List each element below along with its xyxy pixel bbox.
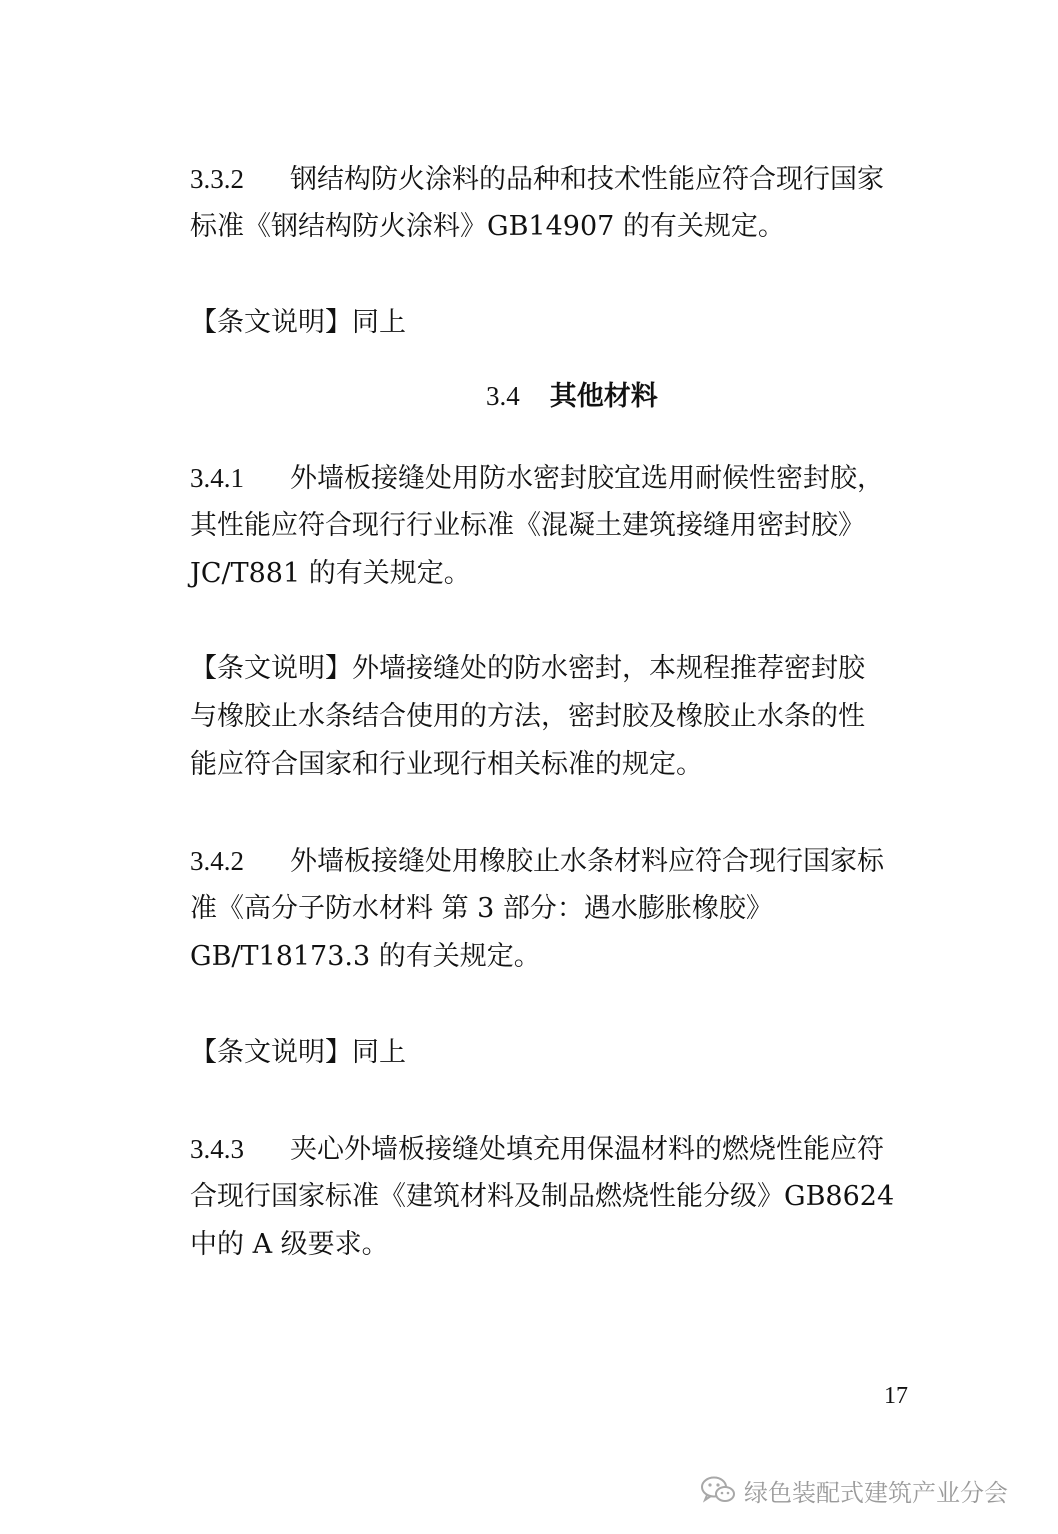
clause-3-4-2-line-3: GB/T18173.3 的有关规定。 — [190, 941, 541, 972]
clause-note-2-line-3: 能应符合国家和行业现行相关标准的规定。 — [190, 749, 703, 780]
clause-3-3-2-line-2: 标准《钢结构防火涂料》GB14907 的有关规定。 — [190, 211, 785, 242]
clause-number: 3.4.3 — [190, 1134, 244, 1164]
clause-3-4-3-line-2: 合现行国家标准《建筑材料及制品燃烧性能分级》GB8624 — [190, 1181, 895, 1212]
section-title: 其他材料 — [549, 381, 658, 412]
clause-note-3: 【条文说明】同上 — [190, 1037, 406, 1068]
clause-note-1: 【条文说明】同上 — [190, 307, 406, 338]
clause-3-3-2-line-1 — [190, 162, 884, 197]
section-heading — [486, 379, 658, 414]
section-number: 3.4 — [486, 381, 520, 411]
clause-3-4-1-line-3: JC/T881 的有关规定。 — [190, 558, 471, 589]
clause-text: 钢结构防火涂料的品种和技术性能应符合现行国家 — [290, 164, 884, 195]
clause-3-4-1-line-2: 其性能应符合现行行业标准《混凝土建筑接缝用密封胶》 — [190, 510, 865, 541]
watermark — [700, 1470, 1008, 1510]
clause-3-4-3-line-3: 中的 A 级要求。 — [190, 1229, 389, 1260]
clause-3-4-2-line-2: 准《高分子防水材料 第 3 部分：遇水膨胀橡胶》 — [190, 893, 773, 924]
wechat-icon — [700, 1475, 736, 1505]
clause-3-4-2-line-1 — [190, 844, 884, 879]
clause-text: 夹心外墙板接缝处填充用保温材料的燃烧性能应符 — [290, 1134, 884, 1165]
clause-3-4-1-line-1 — [190, 461, 884, 496]
clause-number: 3.4.1 — [190, 463, 244, 493]
clause-number: 3.4.2 — [190, 846, 244, 876]
clause-text: 外墙板接缝处用防水密封胶宜选用耐候性密封胶， — [290, 463, 884, 494]
page-number: 17 — [884, 1383, 908, 1409]
clause-note-2-line-2: 与橡胶止水条结合使用的方法，密封胶及橡胶止水条的性 — [190, 701, 865, 732]
clause-3-4-3-line-1 — [190, 1132, 884, 1167]
watermark-text: 绿色装配式建筑产业分会 — [744, 1478, 1008, 1507]
clause-text: 外墙板接缝处用橡胶止水条材料应符合现行国家标 — [290, 846, 884, 877]
clause-note-2-line-1: 【条文说明】外墙接缝处的防水密封，本规程推荐密封胶 — [190, 653, 865, 684]
clause-number: 3.3.2 — [190, 164, 244, 194]
